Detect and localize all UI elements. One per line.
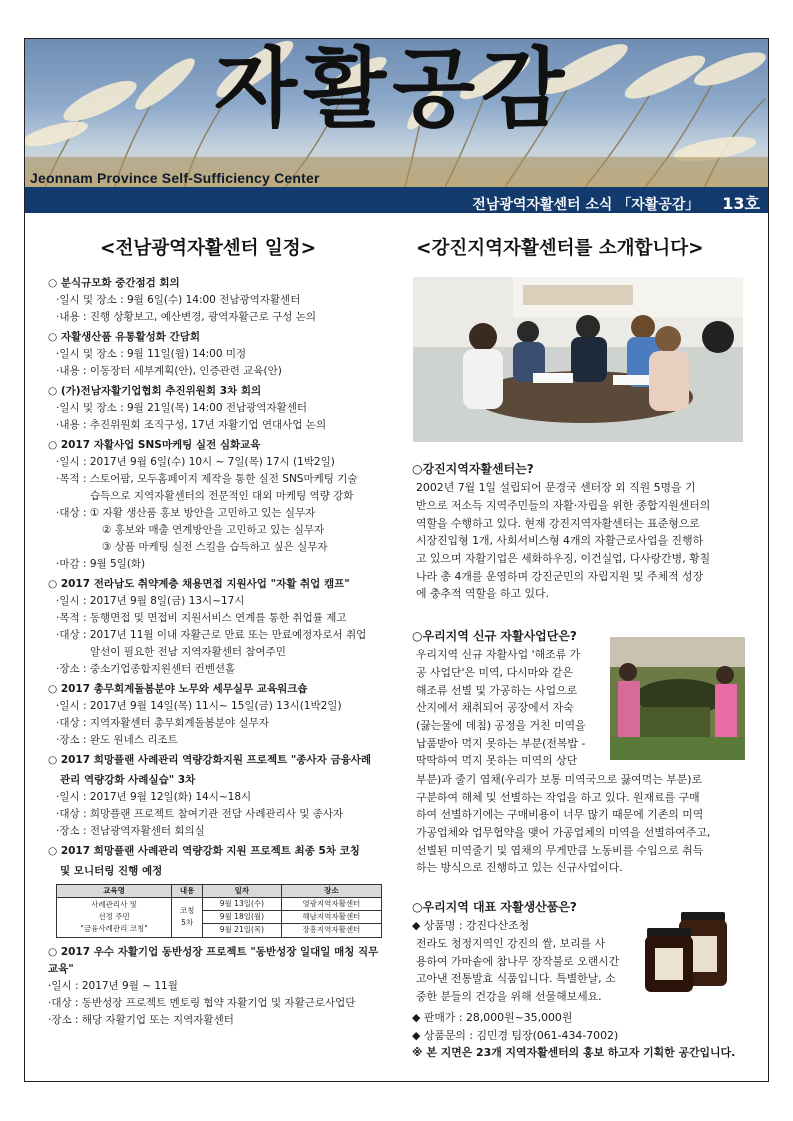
body-line: 구분하여 해체 및 선별하는 작업을 하고 있다. 원재료를 구매	[416, 790, 700, 804]
event-line: ·마감 : 9월 5일(화)	[56, 558, 146, 570]
event-title: ○ 자활생산품 유통활성화 간담회	[48, 331, 200, 343]
course-line: 선정 주민	[98, 912, 130, 922]
event-line: ·일시 및 장소 : 9월 11일(월) 14:00 미정	[56, 348, 247, 360]
course-cell	[57, 898, 172, 937]
event-title: ○ 2017 전라남도 취약계층 채용면접 지원사업 "자활 취업 캠프"	[48, 578, 350, 590]
product-intro	[412, 898, 642, 1006]
event-line: ·장소 : 해당 자활기업 또는 지역자활센터	[48, 1013, 234, 1026]
body-line: (끓는물에 데침) 공정을 거친 미역을	[416, 719, 586, 733]
date-cell: 9월 13일(수)	[203, 898, 282, 911]
event-line: ·일시 및 장소 : 9월 21일(목) 14:00 전남광역자활센터	[56, 402, 308, 414]
event-line: ·일시 : 2017년 9월 8일(금) 13시~17시	[56, 595, 245, 607]
event-line: ·목적 : 동행면접 및 면접비 지원서비스 연계를 통한 취업률 제고	[56, 612, 347, 624]
place-cell: 장흥지역자활센터	[281, 924, 381, 937]
body-line: 나라 총 4개를 운영하며 강진군민의 자립지원 및 주체적 성장	[416, 569, 704, 583]
event-line: ·장소 : 완도 원네스 리조트	[56, 734, 178, 746]
product-contact: ◆ 상품문의 : 김민경 팀장(061-434-7002)	[412, 1028, 619, 1042]
section-title: ○우리지역 대표 자활생산품은?	[412, 900, 577, 914]
content-cell	[172, 898, 203, 937]
body-line: 산지에서 채취되어 공장에서 자숙	[416, 701, 574, 715]
body-line: 하여 선별하기에는 구매비용이 너무 많기 때문에 기존의 미역	[416, 808, 704, 822]
new-business-detail	[412, 771, 746, 877]
event-line: ·일시 및 장소 : 9월 6일(수) 14:00 전남광역자활센터	[56, 294, 301, 306]
product-jars-image	[637, 906, 733, 994]
event-line: 습득으로 지역자활센터의 전문적인 대외 마케팅 역량 강화	[90, 490, 354, 502]
new-business-intro	[412, 627, 612, 770]
event-title: ○ 2017 우수 자활기업 동반성장 프로젝트 "동반성장 일대일 매칭 직무교육"	[48, 945, 379, 975]
page-note: ※ 본 지면은 23개 지역자활센터의 홍보 하고자 기획한 공간입니다.	[412, 1046, 736, 1060]
body-line: 용하여 가마솥에 참나무 장작불로 오랜시간	[416, 954, 620, 968]
body-line: 고아낸 전통발효 식품입니다. 특별한날, 소	[416, 972, 616, 986]
issue-label: 전남광역자활센터 소식 「자활공감」	[472, 197, 700, 213]
table-header: 내용	[172, 885, 203, 898]
issue-bar	[25, 187, 768, 213]
body-line: 납품받아 먹지 못하는 부분(전복밥 -	[416, 736, 586, 750]
content-line: 코칭	[179, 906, 195, 916]
event-line: ·내용 : 진행 상황보고, 예산변경, 광역자활근로 구성 논의	[56, 311, 317, 323]
table-header: 장소	[281, 885, 381, 898]
body-line: 에 충추적 역할을 하고 있다.	[416, 587, 550, 601]
event-line: ·대상 : 동반성장 프로젝트 멘토링 협약 자활기업 및 자활근로사업단	[48, 996, 356, 1009]
event-title: ○ 2017 자활사업 SNS마케팅 실전 심화교육	[48, 439, 261, 451]
left-column-heading: <전남광역자활센터 일정>	[100, 238, 317, 259]
event-title: ○ (가)전남자활기업협회 추진위원회 3차 회의	[48, 385, 262, 397]
product-price: ◆ 판매가 : 28,000원~35,000원	[412, 1011, 573, 1024]
body-line: 중한 분들의 건강을 위해 선물해보세요.	[416, 990, 602, 1004]
event-title: 및 모니터링 진행 예정	[60, 865, 163, 877]
event-line: ·대상 : ① 자활 생산품 홍보 방안을 고민하고 있는 실무자	[56, 507, 316, 519]
body-line: 선별된 미역줄기 및 엽채의 무게만큼 노동비를 수입으로 취득	[416, 843, 704, 857]
schedule-events	[48, 275, 388, 880]
event-line: ③ 상품 마케팅 실전 스킬을 습득하고 싶은 실무자	[102, 541, 328, 553]
meeting-photo	[413, 277, 743, 442]
event-line: ·장소 : 중소기업종합지원센터 컨벤션홀	[56, 663, 236, 675]
date-cell: 9월 18일(월)	[203, 911, 282, 924]
event-title: ○ 2017 희망플랜 사례관리 역량강화 지원 프로젝트 최종 5차 코칭	[48, 845, 360, 857]
masthead-subtitle: Jeonnam Province Self-Sufficiency Center	[30, 170, 320, 186]
event-line: ·일시 : 2017년 9월 ~ 11월	[48, 979, 178, 992]
body-line: 2002년 7월 1일 설립되어 문경국 센터장 외 직원 5명을 기	[416, 481, 696, 495]
event-line: ·대상 : 2017년 11월 이내 자활근로 만료 또는 만료예정자로서 취업	[56, 629, 367, 641]
event-line: ·목적 : 스토어팜, 모두홈페이지 제작을 통한 실전 SNS마케팅 기술	[56, 473, 358, 485]
center-intro	[412, 460, 746, 603]
event-line: ·장소 : 전남광역자활센터 회의실	[56, 825, 205, 837]
event-line: ② 홍보와 매출 연계방안을 고민하고 있는 실무자	[102, 524, 325, 536]
event-line: ·일시 : 2017년 9월 14일(목) 11시~ 15일(금) 13시(1박2일)	[56, 700, 342, 712]
body-line: 역할을 수행하고 있다. 현재 강진지역자활센터는 표준형으로	[416, 516, 700, 530]
product-footer	[412, 1009, 746, 1062]
body-line: 공 사업단'은 미역, 다시마와 같은	[416, 666, 574, 680]
right-column-heading: <강진지역자활센터를 소개합니다>	[416, 238, 704, 259]
date-cell: 9월 21일(목)	[203, 924, 282, 937]
event-line: ·내용 : 이동장터 세부계획(안), 인증관련 교육(안)	[56, 365, 282, 377]
course-line: 사례관리사 및	[91, 900, 137, 910]
body-line: 딱딱하여 먹지 못하는 미역의 상단	[416, 754, 578, 768]
table-header: 일자	[203, 885, 282, 898]
coaching-schedule-table	[56, 884, 382, 938]
event-line: ·대상 : 지역자활센터 총무회계돌봄분야 실무자	[56, 717, 269, 729]
event-title: 관리 역량강화 사례실습" 3차	[60, 774, 196, 786]
section-body	[412, 935, 642, 1006]
body-line: 부분)과 줄기 엽채(우리가 보통 미역국으로 끓여먹는 부분)로	[416, 773, 703, 786]
event-line: ·일시 : 2017년 9월 12일(화) 14시~18시	[56, 791, 252, 803]
issue-number: 13호	[722, 194, 760, 213]
section-body	[412, 646, 612, 770]
body-line: 전라도 청정지역인 강진의 쌀, 보리를 사	[416, 937, 606, 951]
content-line: 5차	[181, 918, 194, 928]
event-line: ·일시 : 2017년 9월 6일(수) 10시 ~ 7일(목) 17시 (1박2일)	[56, 456, 335, 468]
body-line: 하는 방식으로 진행하고 있는 신규사업이다.	[416, 861, 623, 875]
section-title: ○강진지역자활센터는?	[412, 462, 534, 476]
event-line: ·대상 : 희망플랜 프로젝트 참여기관 전담 사례관리사 및 종사자	[56, 808, 344, 820]
body-line: 시장진입형 1개, 사회서비스형 4개의 자활근로사업을 진행하	[416, 534, 704, 548]
event-line: ·내용 : 추진위원회 조직구성, 17년 자활기업 연대사업 논의	[56, 419, 327, 431]
seaweed-work-photo	[610, 637, 745, 760]
schedule-list	[48, 272, 388, 1029]
body-line: 우리지역 신규 자활사업 '해조류 가	[416, 648, 581, 662]
body-line: 반으로 저소득 지역주민들의 자활·자립을 위한 종합지원센터의	[416, 499, 711, 513]
place-cell: 영광지역자활센터	[281, 898, 381, 911]
course-line: "금융사례관리 코칭"	[80, 924, 148, 934]
place-cell: 해남지역자활센터	[281, 911, 381, 924]
table-header: 교육명	[57, 885, 172, 898]
body-line: 가공업체와 업무협약을 맺어 가공업체의 미역을 선별하여주고,	[416, 825, 711, 839]
product-name: ◆ 상품명 : 강진다산조청	[412, 919, 530, 933]
event-line: 알선이 필요한 전남 지역자활센터 참여주민	[90, 646, 286, 658]
masthead-title: 자활공감	[214, 39, 571, 139]
section-title: ○우리지역 신규 자활사업단은?	[412, 629, 577, 643]
body-line: 고 있으며 자활기업은 세화하우징, 이건실업, 다사랑간병, 황칠	[416, 552, 711, 566]
table-row	[57, 898, 382, 911]
event-title: ○ 2017 총무회계돌봄분야 노무와 세무실무 교육워크숍	[48, 683, 308, 695]
body-line: 해조류 선별 및 가공하는 사업으로	[416, 683, 578, 697]
event-title: ○ 2017 희망플랜 사례관리 역량강화지원 프로젝트 "종사자 금융사례	[48, 754, 372, 766]
section-body	[412, 479, 746, 603]
section-body	[412, 771, 746, 877]
event-title: ○ 분식규모화 중간점검 회의	[48, 277, 180, 289]
